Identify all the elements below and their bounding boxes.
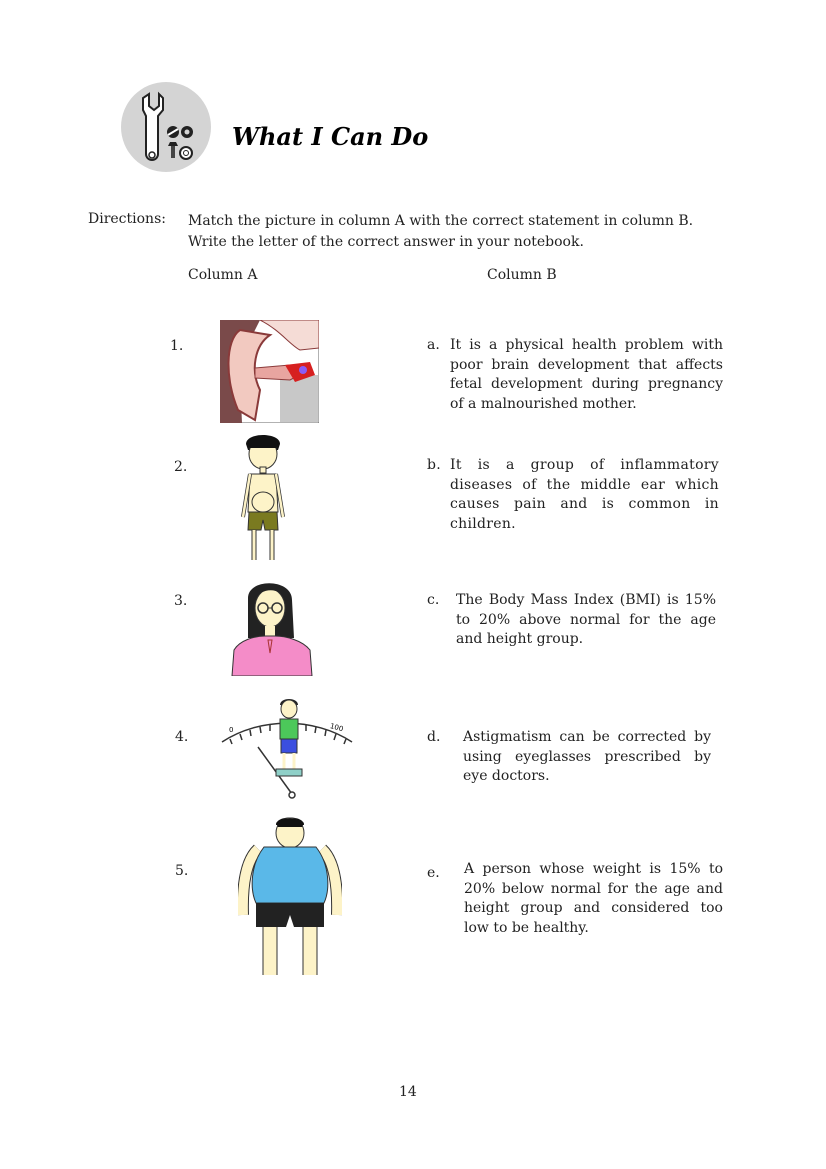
statement-d xyxy=(427,728,711,787)
scale-max-label: 100 xyxy=(329,722,345,734)
statement-e xyxy=(427,860,723,938)
statement-letter: b. xyxy=(427,457,442,473)
item-number-5: 5. xyxy=(175,863,189,879)
statement-text: A person whose weight is 15% to 20% below normal for the age and height group and considered too low to be healthy. xyxy=(464,861,723,936)
scale-min-label: 0 xyxy=(229,726,234,734)
statement-letter: c. xyxy=(427,592,440,608)
directions-text xyxy=(188,211,693,253)
statement-text: It is a physical health problem with poor brain development that affects fetal development during pregnancy of a malnourished mother. xyxy=(450,337,723,412)
column-b-header: Column B xyxy=(487,267,557,283)
child-on-weighing-scale-picture xyxy=(220,697,354,800)
statement-letter: a. xyxy=(427,337,440,353)
thin-boy-picture xyxy=(238,432,288,565)
directions-line-1: Match the picture in column A with the correct statement in column B. xyxy=(188,213,694,229)
statement-text: Astigmatism can be corrected by using eyeglasses prescribed by eye doctors. xyxy=(463,729,711,784)
item-number-3: 3. xyxy=(174,593,188,609)
statement-text: It is a group of inflammatory diseases of the middle ear which causes pain and is common in children. xyxy=(450,457,719,532)
overweight-man-picture xyxy=(238,815,342,985)
tools-icon xyxy=(121,82,211,172)
ear-infection-picture xyxy=(220,320,319,423)
statement-letter: d. xyxy=(427,729,441,745)
directions-line-2: Write the letter of the correct answer in your notebook. xyxy=(188,234,584,250)
page-number: 14 xyxy=(399,1084,417,1100)
section-title: What I Can Do xyxy=(232,122,429,151)
column-a-header: Column A xyxy=(188,267,258,283)
woman-with-eyeglasses-picture xyxy=(230,578,314,676)
item-number-1: 1. xyxy=(170,338,184,354)
item-number-2: 2. xyxy=(174,459,188,475)
statement-c xyxy=(427,591,716,650)
statement-b xyxy=(427,456,719,534)
statement-letter: e. xyxy=(427,865,440,881)
directions-label: Directions: xyxy=(88,211,166,227)
statement-text: The Body Mass Index (BMI) is 15% to 20% above normal for the age and height group. xyxy=(456,592,716,647)
item-number-4: 4. xyxy=(175,729,189,745)
statement-a xyxy=(427,336,723,414)
